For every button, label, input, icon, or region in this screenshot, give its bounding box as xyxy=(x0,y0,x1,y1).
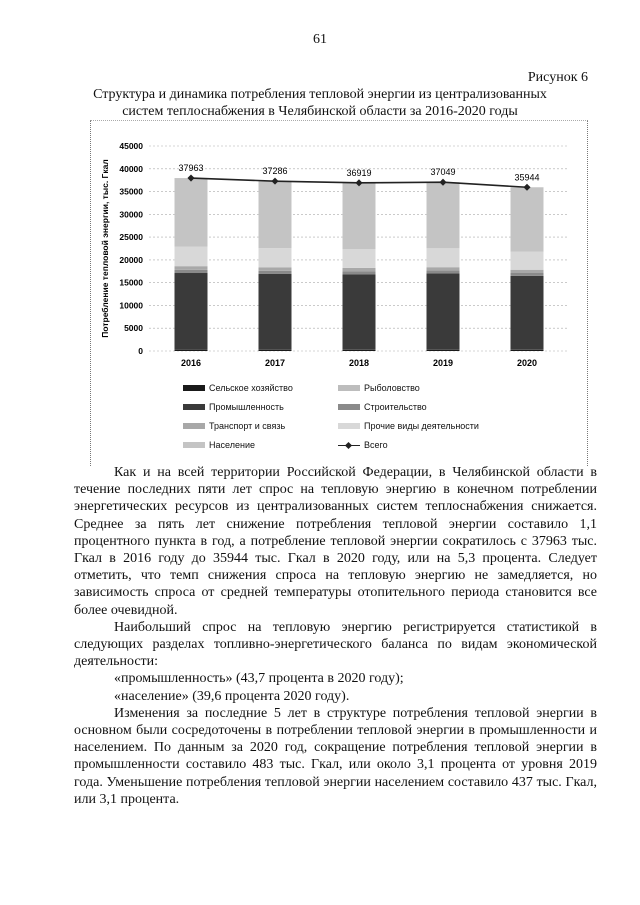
legend-label: Прочие виды деятельности xyxy=(364,421,479,431)
bar-segment xyxy=(511,276,544,350)
y-tick-label: 30000 xyxy=(119,209,143,220)
page-number: 61 xyxy=(313,32,327,47)
bar-segment xyxy=(259,267,292,271)
legend-swatch xyxy=(183,404,205,410)
legend-item xyxy=(338,440,388,450)
legend-label: Население xyxy=(209,440,255,450)
legend-swatch xyxy=(183,385,205,391)
bar-segment xyxy=(343,271,376,274)
legend-label: Рыболовство xyxy=(364,383,420,393)
quote-population: «население» (39,6 процента 2020 году). xyxy=(114,688,350,704)
bar-segment xyxy=(175,247,208,267)
bar-segment xyxy=(343,274,376,349)
bar-segment xyxy=(175,178,208,247)
total-data-label: 37963 xyxy=(178,163,204,174)
y-tick-label: 5000 xyxy=(124,323,143,334)
legend-line-marker xyxy=(338,445,360,446)
total-data-label: 35944 xyxy=(514,172,540,183)
bar-segment xyxy=(511,350,544,351)
legend-item xyxy=(338,402,427,412)
chart-container xyxy=(90,120,588,466)
bar-segment xyxy=(343,350,376,351)
legend-swatch xyxy=(183,442,205,448)
body-text xyxy=(74,464,597,808)
bar-segment xyxy=(175,273,208,350)
bar-segment xyxy=(259,181,292,248)
bar-segment xyxy=(427,182,460,248)
total-data-label: 37049 xyxy=(430,167,456,178)
y-tick-label: 40000 xyxy=(119,163,143,174)
bar-segment xyxy=(175,266,208,270)
legend-item xyxy=(183,383,293,393)
figure-title-line2: систем теплоснабжения в Челябинской области за 2016-2020 годы xyxy=(122,104,518,119)
legend-item xyxy=(183,402,284,412)
bar-segment xyxy=(259,350,292,351)
stacked-bar-chart xyxy=(91,121,587,466)
paragraph-3: Изменения за последние 5 лет в структуре потребления тепловой энергии в основном были сосредоточены в потреблении тепловой энергии в промышленности и населением. По данным за 2020 год, сокращение потребления тепловой энергии в промышленности составило 483 тыс. Гкал, или около 3,1 процента от уровня 2019 года. Уменьшение потребления тепловой энергии населением составило 437 тыс. Гкал, или 3,1 процента. xyxy=(74,705,597,807)
bar-segment xyxy=(427,350,460,351)
quote-industry: «промышленность» (43,7 процента в 2020 году); xyxy=(114,671,404,687)
legend-swatch xyxy=(338,404,360,410)
bar-segment xyxy=(259,271,292,274)
y-tick-label: 35000 xyxy=(119,186,143,197)
y-tick-label: 25000 xyxy=(119,232,143,243)
bar-segment xyxy=(427,274,460,350)
y-tick-label: 45000 xyxy=(119,141,143,151)
y-axis-title: Потребление тепловой энергии, тыс. Гкал xyxy=(100,159,110,338)
legend-item xyxy=(338,421,479,431)
bar-segment xyxy=(427,248,460,267)
paragraph-1: Как и на всей территории Российской Федерации, в Челябинской области в течение последних пяти лет спрос на тепловую энергию в конечном потреблении энергетических ресурсов из централизованных систем теплоснабжения снижается. Среднее за пять лет снижение потребления тепловой энергии составило 1,1 процентного пункта в год, а потребление тепловой энергии сократилось с 37963 тыс. Гкал в 2016 году до 35944 тыс. Гкал в 2020 году, или на 5,3 процента. Следует отметить, что темп снижения спроса на тепловую энергию не замедляется, но зависимость спроса от средней температуры отопительного периода становится все более очевидной. xyxy=(74,465,597,618)
figure-label: Рисунок 6 xyxy=(527,70,588,85)
bar-segment xyxy=(343,183,376,249)
x-tick-label: 2019 xyxy=(432,358,454,368)
legend-label: Промышленность xyxy=(209,402,284,412)
y-tick-label: 10000 xyxy=(119,300,143,311)
x-tick-label: 2018 xyxy=(348,358,370,368)
y-tick-label: 15000 xyxy=(119,277,143,288)
legend-swatch xyxy=(183,423,205,429)
total-data-label: 36919 xyxy=(346,167,372,178)
x-tick-label: 2016 xyxy=(180,358,202,368)
bar-segment xyxy=(427,271,460,274)
x-tick-label: 2017 xyxy=(264,358,286,368)
y-tick-label: 0 xyxy=(138,346,143,356)
legend-label: Строительство xyxy=(364,402,427,412)
y-tick-label: 20000 xyxy=(119,254,143,265)
legend-item xyxy=(183,421,285,431)
figure-title xyxy=(60,86,580,120)
legend-label: Транспорт и связь xyxy=(209,421,286,431)
legend-swatch xyxy=(338,385,360,391)
bar-segment xyxy=(511,273,544,276)
legend-item xyxy=(338,383,420,393)
bar-segment xyxy=(175,350,208,351)
bar-segment xyxy=(511,252,544,270)
bar-segment xyxy=(511,270,544,273)
bar-segment xyxy=(259,248,292,267)
total-data-label: 37286 xyxy=(262,166,288,177)
bar-segment xyxy=(427,267,460,270)
bar-segment xyxy=(343,249,376,268)
legend-swatch xyxy=(338,423,360,429)
paragraph-2: Наибольший спрос на тепловую энергию регистрируется статистикой в следующих разделах топливно-энергетического баланса по видам экономической деятельности: xyxy=(74,619,597,670)
bar-segment xyxy=(259,274,292,350)
legend-label-total: Всего xyxy=(364,440,388,450)
legend-label: Сельское хозяйство xyxy=(209,383,293,393)
legend-item xyxy=(183,440,255,450)
bar-segment xyxy=(343,268,376,271)
bar-segment xyxy=(511,187,544,251)
x-tick-label: 2020 xyxy=(516,358,538,368)
bar-segment xyxy=(175,270,208,273)
figure-title-line1: Структура и динамика потребления тепловой энергии из централизованных xyxy=(93,87,547,102)
